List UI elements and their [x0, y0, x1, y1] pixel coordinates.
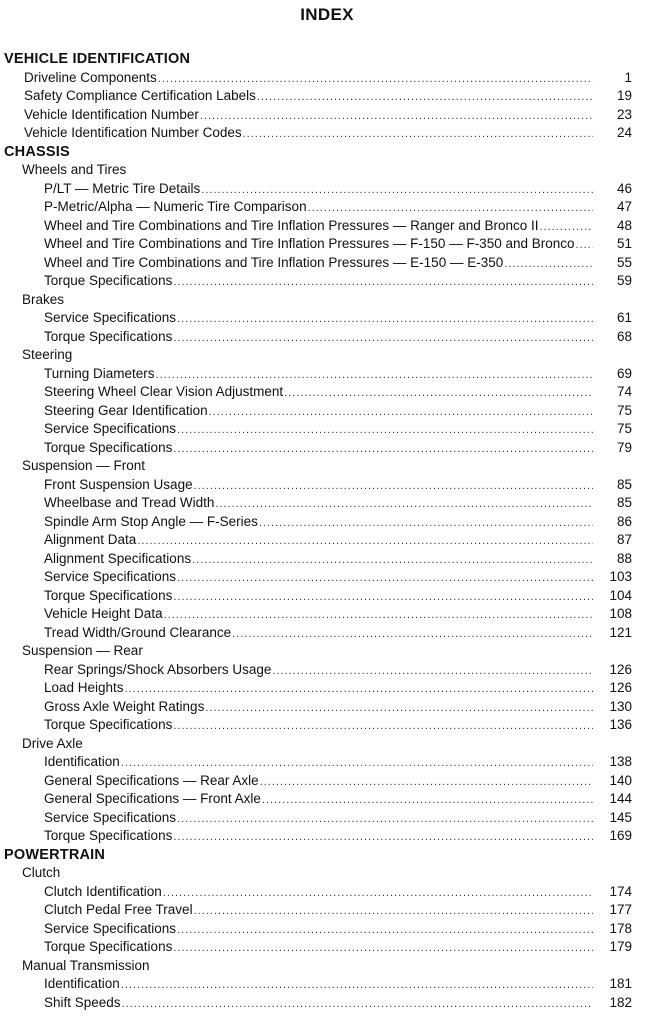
- page-number: 61: [616, 310, 632, 325]
- dot-leader: [121, 976, 593, 995]
- dot-leader: [205, 699, 593, 718]
- dot-leader: [177, 921, 593, 940]
- index-entry: [0, 809, 654, 828]
- index-entry: [0, 605, 654, 624]
- page-number: 108: [609, 606, 632, 621]
- dot-leader: [173, 440, 593, 459]
- entry-title: Service Specifications: [44, 809, 177, 825]
- entry-title: Steering Gear Identification: [44, 402, 208, 418]
- dot-leader: [177, 810, 593, 829]
- entry-title: Spindle Arm Stop Angle — F-Series: [44, 513, 258, 529]
- dot-leader: [201, 181, 593, 200]
- dot-leader: [262, 791, 593, 810]
- index-entry: [0, 476, 654, 495]
- index-entry: [0, 494, 654, 513]
- index-entry: [0, 550, 654, 569]
- page-number: 1: [624, 69, 632, 85]
- entry-title: Service Specifications: [44, 310, 177, 325]
- dot-leader: [194, 477, 593, 496]
- entry-title: Service Specifications: [44, 569, 177, 584]
- dot-leader: [260, 773, 593, 792]
- page-number: 51: [616, 236, 632, 251]
- index-entry: [0, 938, 654, 957]
- page-number: 19: [616, 88, 632, 103]
- section-heading: CHASSIS: [4, 143, 70, 160]
- dot-leader: [308, 199, 593, 218]
- index-entry: [0, 87, 654, 106]
- page-number: 24: [616, 125, 632, 140]
- index-entry: [0, 272, 654, 291]
- dot-leader: [173, 717, 593, 736]
- entry-title: Service Specifications: [44, 421, 177, 436]
- dot-leader: [164, 606, 593, 625]
- page-number: 75: [616, 421, 632, 436]
- page-number: 144: [609, 791, 632, 806]
- dot-leader: [200, 107, 593, 126]
- page-number: 177: [609, 902, 632, 917]
- page-number: 104: [609, 587, 632, 603]
- index-entry: [0, 624, 654, 643]
- index-entry: [0, 679, 654, 698]
- entry-title: Alignment Specifications: [44, 550, 192, 566]
- page-number: 178: [609, 920, 632, 936]
- subsection-heading: Steering: [22, 347, 73, 362]
- entry-title: Front Suspension Usage: [44, 476, 193, 492]
- dot-leader: [137, 532, 593, 551]
- index-entry: [0, 439, 654, 458]
- entry-title: Turning Diameters: [44, 365, 155, 381]
- page-number: 145: [609, 809, 632, 825]
- dot-leader: [177, 569, 593, 588]
- page-number: 85: [616, 495, 632, 510]
- index-entry: [0, 254, 654, 273]
- index-entry: [0, 217, 654, 236]
- index-entry: [0, 661, 654, 680]
- page-number: 182: [609, 994, 632, 1010]
- index-entry: [0, 901, 654, 920]
- subsection-heading: Suspension — Rear: [22, 643, 143, 658]
- entry-title: Torque Specifications: [44, 273, 173, 288]
- page-number: 48: [616, 217, 632, 233]
- page-number: 46: [616, 180, 632, 196]
- page-number: 79: [616, 439, 632, 455]
- index-entry: [0, 106, 654, 125]
- index-entry: [0, 753, 654, 772]
- index-entry: [0, 328, 654, 347]
- entry-title: General Specifications — Rear Axle: [44, 772, 259, 788]
- page-number: 86: [616, 513, 632, 529]
- page-number: 59: [616, 273, 632, 288]
- page-number: 126: [609, 680, 632, 695]
- page-number: 87: [616, 532, 632, 547]
- entry-title: Alignment Data: [44, 532, 137, 547]
- entry-title: Torque Specifications: [44, 328, 173, 344]
- page-number: 130: [609, 698, 632, 714]
- index-entry: [0, 124, 654, 143]
- index-entry: [0, 383, 654, 402]
- dot-leader: [257, 88, 593, 107]
- entry-title: Load Heights: [44, 680, 124, 695]
- entry-title: Safety Compliance Certification Labels: [24, 88, 256, 103]
- entry-title: Vehicle Height Data: [44, 606, 163, 621]
- dot-leader: [173, 939, 593, 958]
- index-entry: [0, 402, 654, 421]
- entry-title: Vehicle Identification Number: [24, 106, 199, 122]
- index-entry: [0, 180, 654, 199]
- index-entry: [0, 827, 654, 846]
- index-entry: [0, 994, 654, 1013]
- page-number: 174: [609, 883, 632, 899]
- page-number: 181: [609, 976, 632, 991]
- section-heading: VEHICLE IDENTIFICATION: [4, 51, 191, 67]
- page-number: 103: [609, 569, 632, 584]
- entry-title: P-Metric/Alpha — Numeric Tire Comparison: [44, 199, 307, 214]
- dot-leader: [259, 514, 593, 533]
- page-number: 75: [616, 402, 632, 418]
- dot-leader: [121, 754, 593, 773]
- dot-leader: [173, 273, 593, 292]
- index-entry: [0, 568, 654, 587]
- entry-title: Torque Specifications: [44, 828, 173, 843]
- page-number: 55: [616, 254, 632, 270]
- entry-title: General Specifications — Front Axle: [44, 791, 261, 806]
- dot-leader: [272, 662, 593, 681]
- page-number: 126: [609, 661, 632, 677]
- entry-title: Driveline Components: [24, 69, 157, 85]
- dot-leader: [284, 384, 593, 403]
- subsection-heading: Clutch: [22, 865, 61, 880]
- dot-leader: [163, 884, 593, 903]
- dot-leader: [158, 70, 593, 89]
- dot-leader: [540, 218, 593, 237]
- index-entry: [0, 772, 654, 791]
- index-entry: [0, 365, 654, 384]
- index-entry: [0, 531, 654, 550]
- dot-leader: [232, 625, 593, 644]
- index-entry: [0, 920, 654, 939]
- index-entry: [0, 235, 654, 254]
- page-number: 23: [616, 106, 632, 122]
- index-entry: [0, 698, 654, 717]
- page-number: 121: [609, 624, 632, 640]
- entry-title: Rear Springs/Shock Absorbers Usage: [44, 661, 272, 677]
- entry-title: Torque Specifications: [44, 587, 173, 603]
- page-number: 85: [616, 476, 632, 492]
- dot-leader: [177, 310, 593, 329]
- index-entry: [0, 716, 654, 735]
- dot-leader: [194, 902, 593, 921]
- dot-leader: [173, 588, 593, 607]
- entry-title: Wheelbase and Tread Width: [44, 495, 215, 510]
- entry-title: Torque Specifications: [44, 439, 173, 455]
- dot-leader: [243, 125, 593, 144]
- dot-leader: [173, 329, 593, 348]
- page-number: 179: [609, 939, 632, 954]
- page-number: 88: [616, 550, 632, 566]
- entry-title: Steering Wheel Clear Vision Adjustment: [44, 384, 284, 399]
- index-entry: [0, 790, 654, 809]
- index-entry: [0, 587, 654, 606]
- dot-leader: [122, 995, 593, 1014]
- index-entry: [0, 975, 654, 994]
- entry-title: Wheel and Tire Combinations and Tire Inflation Pressures — F-150 — F-350 and Bronco: [44, 236, 575, 251]
- dot-leader: [192, 551, 593, 570]
- page-number: 136: [609, 717, 632, 732]
- dot-leader: [209, 403, 593, 422]
- dot-leader: [215, 495, 593, 514]
- entry-title: P/LT — Metric Tire Details: [44, 180, 201, 196]
- page-number: 68: [616, 328, 632, 344]
- entry-title: Service Specifications: [44, 920, 177, 936]
- entry-title: Torque Specifications: [44, 939, 173, 954]
- page-number: 47: [616, 199, 632, 214]
- index-entry: [0, 883, 654, 902]
- page-number: 138: [609, 754, 632, 769]
- index-entry: [0, 198, 654, 217]
- entry-title: Identification: [44, 976, 120, 991]
- page-title: INDEX: [300, 5, 354, 24]
- page-number: 69: [616, 365, 632, 381]
- entry-title: Vehicle Identification Number Codes: [24, 125, 242, 140]
- subsection-heading: Brakes: [22, 291, 65, 307]
- page-number: 169: [609, 828, 632, 843]
- entry-title: Tread Width/Ground Clearance: [44, 624, 232, 640]
- dot-leader: [576, 236, 593, 255]
- subsection-heading: Manual Transmission: [22, 957, 150, 973]
- dot-leader: [125, 680, 593, 699]
- index-entry: [0, 420, 654, 439]
- subsection-heading: Wheels and Tires: [22, 162, 127, 177]
- page-number: 140: [609, 772, 632, 788]
- entry-title: Shift Speeds: [44, 994, 121, 1010]
- subsection-heading: Drive Axle: [22, 735, 83, 751]
- dot-leader: [173, 828, 593, 847]
- dot-leader: [156, 366, 593, 385]
- entry-title: Wheel and Tire Combinations and Tire Inflation Pressures — E-150 — E-350: [44, 254, 504, 270]
- entry-title: Torque Specifications: [44, 717, 173, 732]
- entry-title: Identification: [44, 754, 120, 769]
- entry-title: Gross Axle Weight Ratings: [44, 698, 205, 714]
- entry-title: Wheel and Tire Combinations and Tire Inflation Pressures — Ranger and Bronco II: [44, 217, 539, 233]
- subsection-heading: Suspension — Front: [22, 458, 146, 473]
- dot-leader: [504, 255, 593, 274]
- entry-title: Clutch Pedal Free Travel: [44, 902, 193, 917]
- index-entry: [0, 513, 654, 532]
- section-heading: POWERTRAIN: [4, 846, 106, 863]
- dot-leader: [177, 421, 593, 440]
- index-list: [0, 50, 654, 1012]
- index-entry: [0, 69, 654, 88]
- page-number: 74: [616, 384, 632, 399]
- index-entry: [0, 309, 654, 328]
- entry-title: Clutch Identification: [44, 883, 162, 899]
